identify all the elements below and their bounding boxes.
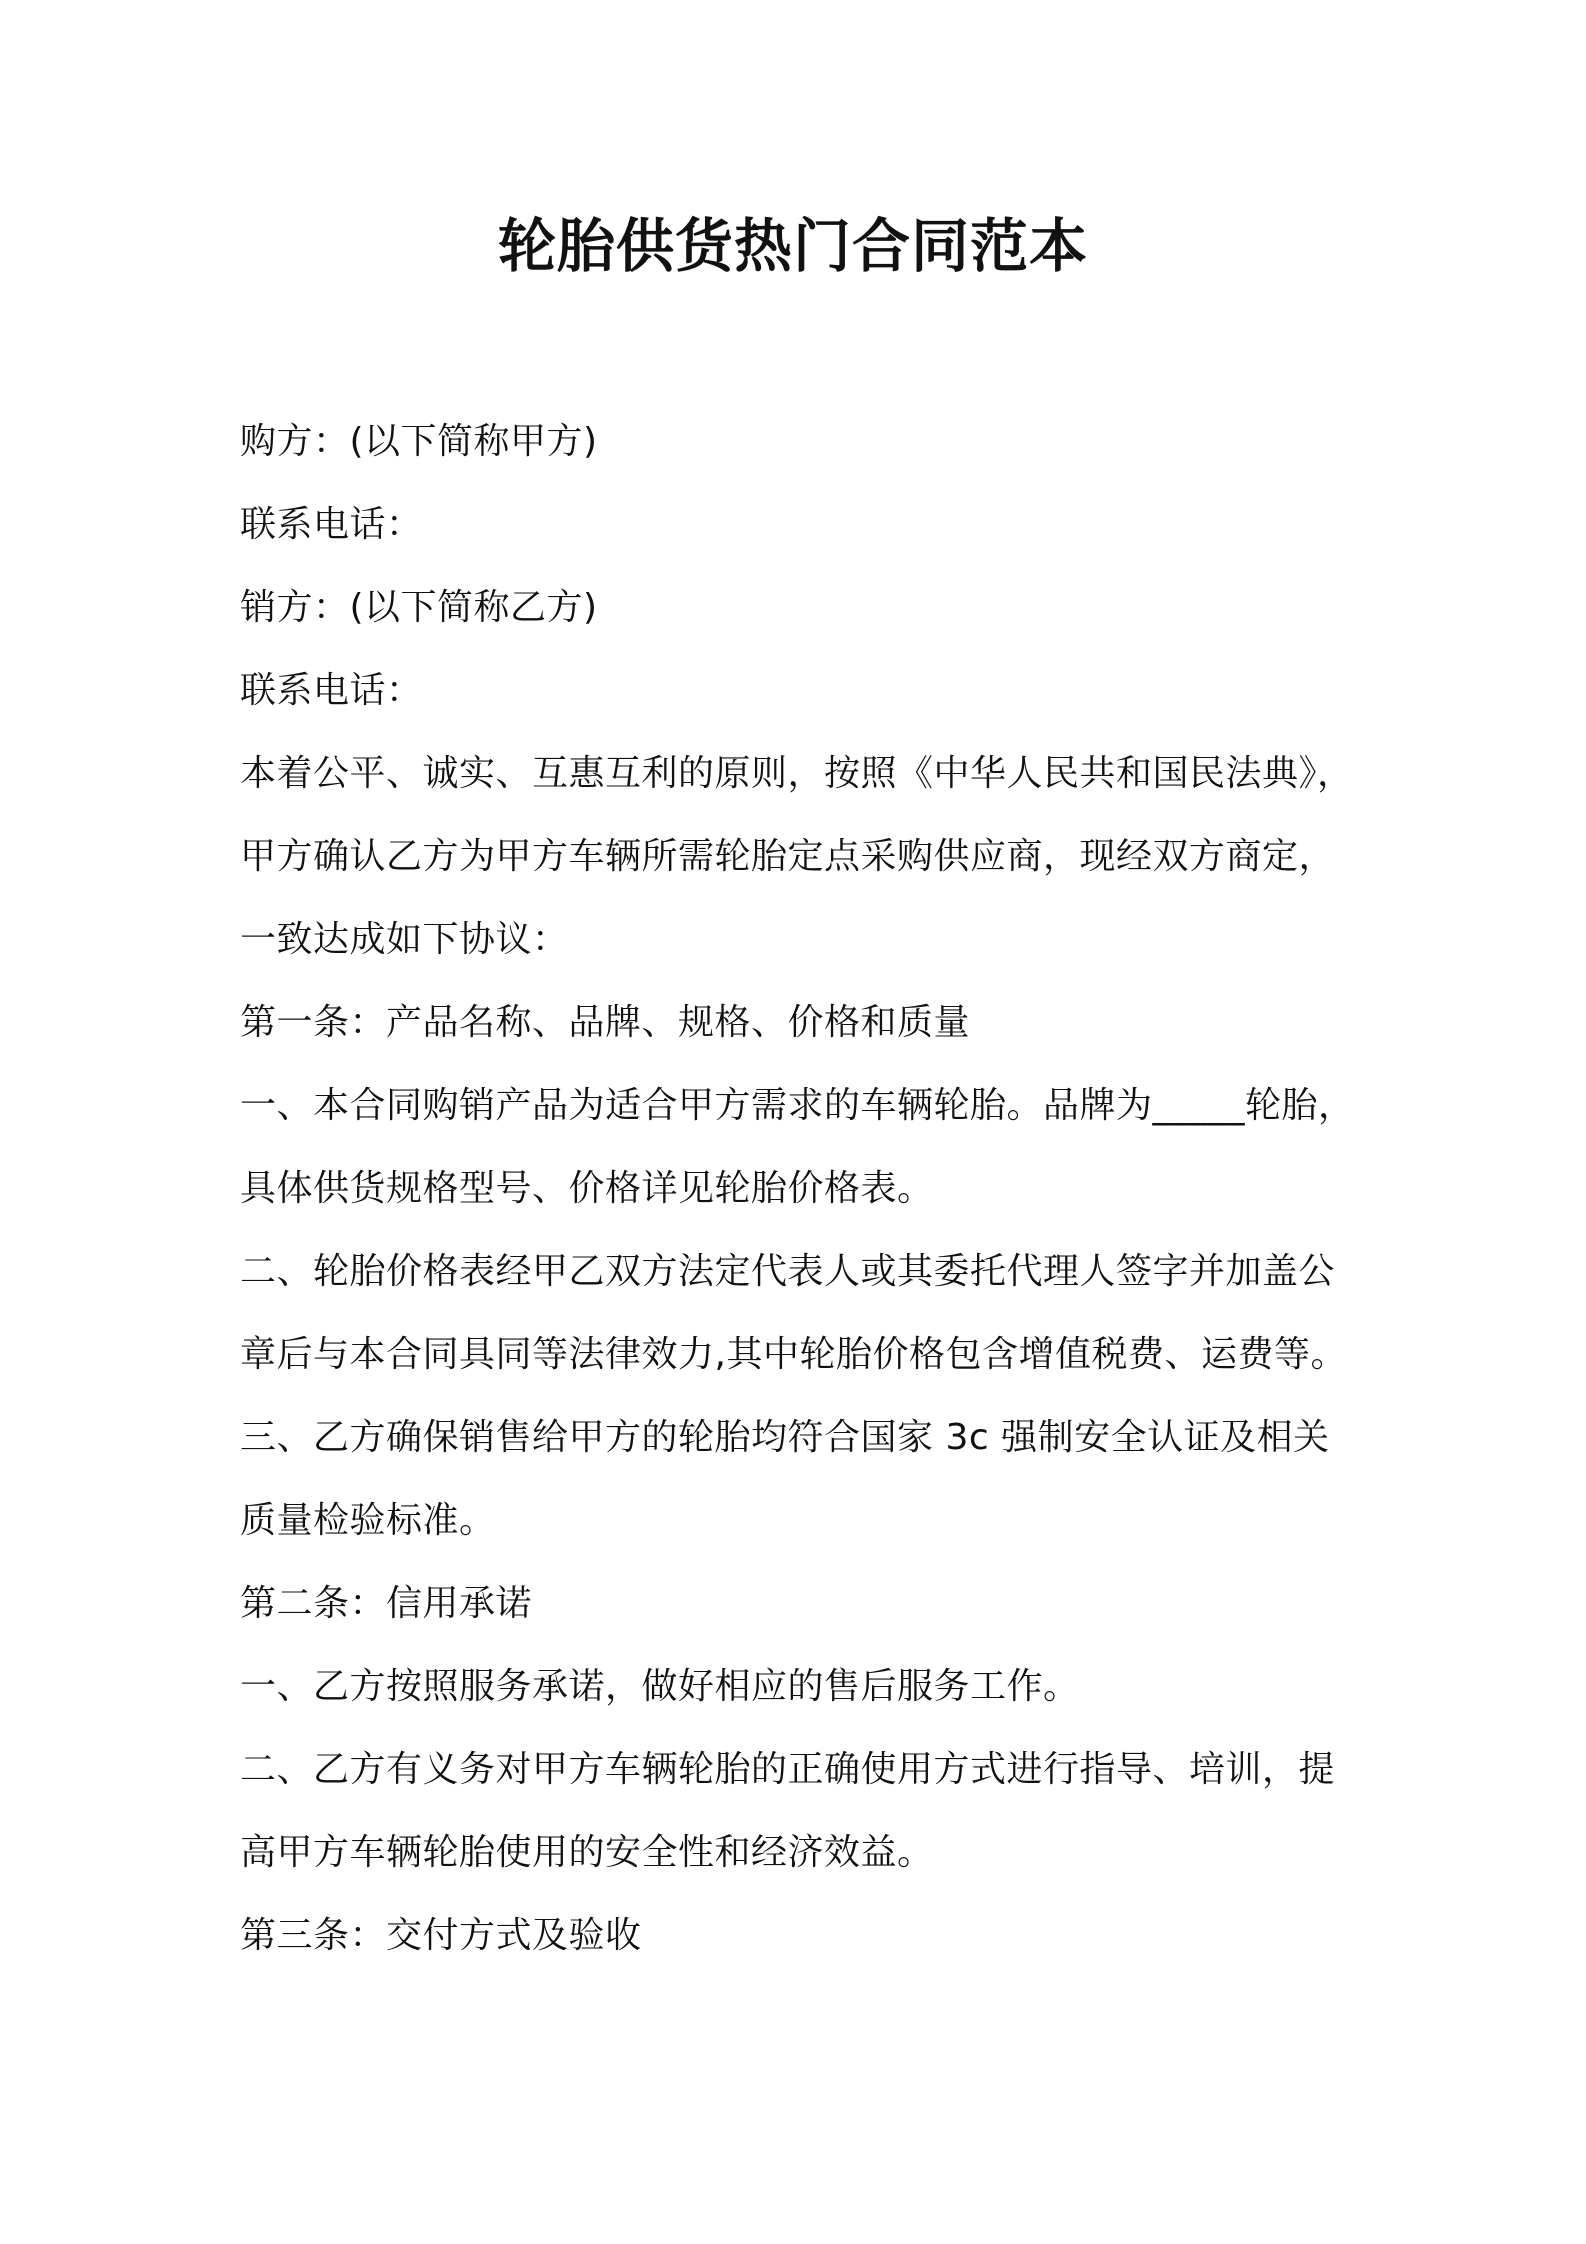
article-1-heading: 第一条：产品名称、品牌、规格、价格和质量 [240,1002,971,1043]
article-2-heading: 第二条：信用承诺 [240,1583,533,1624]
document-body [240,400,1360,1977]
article-1-clause-3-line-2: 质量检验标准。 [240,1500,496,1541]
preamble-line-1: 本着公平、诚实、互惠互利的原则，按照《中华人民共和国民法典》， [240,753,1354,794]
article-1-clause-1-line-2: 具体供货规格型号、价格详见轮胎价格表。 [240,1168,934,1209]
preamble-line-3: 一致达成如下协议： [240,919,569,960]
buyer-phone-line: 联系电话： [240,504,423,545]
buyer-line: 购方：(以下简称甲方) [240,421,598,462]
preamble-line-2: 甲方确认乙方为甲方车辆所需轮胎定点采购供应商，现经双方商定， [240,836,1336,877]
article-1-clause-3-line-1: 三、乙方确保销售给甲方的轮胎均符合国家 3c 强制安全认证及相关 [240,1417,1330,1458]
article-3-heading: 第三条：交付方式及验收 [240,1915,642,1956]
article-2-clause-1: 一、乙方按照服务承诺，做好相应的售后服务工作。 [240,1666,1080,1707]
seller-phone-line: 联系电话： [240,670,423,711]
article-1-clause-1-line-1: 一、本合同购销产品为适合甲方需求的车辆轮胎。品牌为_____轮胎， [240,1085,1355,1126]
seller-line: 销方：(以下简称乙方) [240,587,598,628]
article-1-clause-2-line-1: 二、轮胎价格表经甲乙双方法定代表人或其委托代理人签字并加盖公 [240,1251,1336,1292]
document-title: 轮胎供货热门合同范本 [497,212,1088,280]
article-1-clause-2-line-2: 章后与本合同具同等法律效力,其中轮胎价格包含增值税费、运费等。 [240,1334,1347,1375]
article-2-clause-2-line-2: 高甲方车辆轮胎使用的安全性和经济效益。 [240,1832,934,1873]
article-2-clause-2-line-1: 二、乙方有义务对甲方车辆轮胎的正确使用方式进行指导、培训，提 [240,1749,1336,1790]
